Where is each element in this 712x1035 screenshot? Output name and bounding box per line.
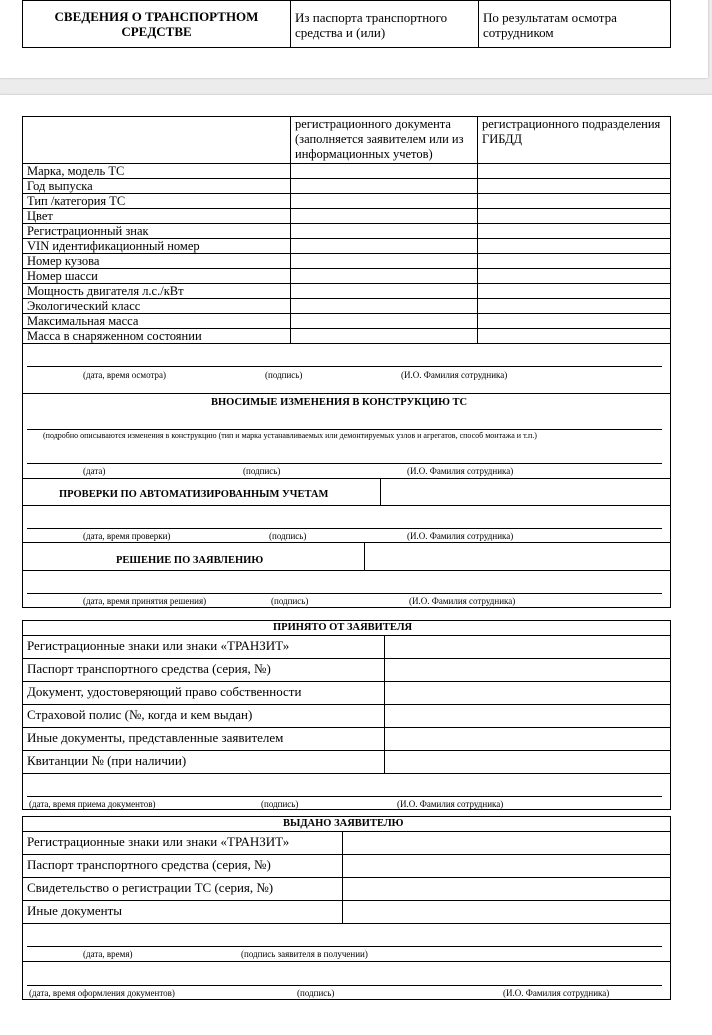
vehicle-row-value-cell[interactable] [291,314,478,329]
vehicle-row-label: Год выпуска [23,179,291,194]
received-row-value-cell[interactable] [385,682,671,705]
checks-section [23,479,671,543]
received-title-cell [23,621,671,636]
changes-section [23,394,671,479]
page-1-fragment [0,0,708,78]
issued-title: ВЫДАНО ЗАЯВИТЕЛЮ [283,818,404,829]
top-header-col2: Из паспорта транспортного средства и (или) [291,1,479,48]
decision-officer-caption: (И.О. Фамилия сотрудника) [409,596,516,606]
vehicle-row [23,299,671,314]
vehicle-row-label: Цвет [23,209,291,224]
changes-officer-caption: (И.О. Фамилия сотрудника) [407,466,514,476]
vehicle-row-value-cell[interactable] [291,194,478,209]
top-header-table [22,0,671,48]
received-signature [23,774,671,810]
received-row-label: Страховой полис (№, когда и кем выдан) [23,705,385,728]
vehicle-row [23,284,671,299]
changes-title: ВНОСИМЫЕ ИЗМЕНЕНИЯ В КОНСТРУКЦИЮ ТС [211,397,468,408]
inspection-date-caption: (дата, время осмотра) [83,370,167,380]
vehicle-row-value-cell[interactable] [291,164,478,179]
final-signature [23,962,671,1000]
issued-sign-caption: (подпись заявителя в получении) [241,949,368,959]
received-table [22,620,671,810]
vehicle-row-value-cell[interactable] [291,329,478,344]
decision-sign-caption: (подпись) [271,596,309,606]
vehicle-row [23,209,671,224]
vehicle-row-value-cell[interactable] [291,284,478,299]
received-row-label: Документ, удостоверяющий право собственности [23,682,385,705]
issued-row-value-cell[interactable] [343,878,671,901]
inspection-sign-caption: (подпись) [265,370,303,380]
received-row [23,636,671,659]
decision-title: РЕШЕНИЕ ПО ЗАЯВЛЕНИЮ [116,555,264,566]
vehicle-row-label: VIN идентификационный номер [23,239,291,254]
vehicle-row-value-cell[interactable] [291,299,478,314]
vehicle-row-label: Тип /категория ТС [23,194,291,209]
vehicle-row [23,239,671,254]
decision-section [23,543,671,608]
vehicle-row [23,224,671,239]
vehicle-row-label: Марка, модель ТС [23,164,291,179]
vehicle-row [23,269,671,284]
received-row-value-cell[interactable] [385,751,671,774]
issued-row-label: Свидетельство о регистрации ТС (серия, №) [23,878,343,901]
issued-row [23,832,671,855]
final-officer-caption: (И.О. Фамилия сотрудника) [503,988,610,998]
changes-sign-caption: (подпись) [243,466,281,476]
vehicle-row-label: Мощность двигателя л.с./кВт [23,284,291,299]
final-sign-caption: (подпись) [297,988,335,998]
vehicle-row [23,179,671,194]
checks-title: ПРОВЕРКИ ПО АВТОМАТИЗИРОВАННЫМ УЧЕТАМ [59,489,329,500]
received-sign-caption: (подпись) [261,799,299,809]
vehicle-row-value-cell[interactable] [478,284,671,299]
vehicle-row-value-cell[interactable] [291,269,478,284]
vehicle-row [23,194,671,209]
vehicle-head-col2: регистрационного документа (заполняется заявителем или из информационных учетов) [291,117,478,164]
vehicle-row-value-cell[interactable] [478,179,671,194]
vehicle-head-empty [23,117,291,164]
issued-row-value-cell[interactable] [343,832,671,855]
vehicle-row-value-cell[interactable] [291,179,478,194]
inspection-officer-caption: (И.О. Фамилия сотрудника) [401,370,508,380]
issued-row-label: Регистрационные знаки или знаки «ТРАНЗИТ» [23,832,343,855]
vehicle-row [23,329,671,344]
received-title: ПРИНЯТО ОТ ЗАЯВИТЕЛЯ [273,622,413,633]
issued-row [23,901,671,924]
vehicle-row-label: Масса в снаряженном состоянии [23,329,291,344]
received-row [23,682,671,705]
issued-row [23,855,671,878]
vehicle-row-label: Экологический класс [23,299,291,314]
vehicle-row-value-cell[interactable] [291,224,478,239]
issued-date-caption: (дата, время) [83,949,133,959]
received-row-label: Иные документы, представленные заявителем [23,728,385,751]
top-header-col1: СВЕДЕНИЯ О ТРАНСПОРТНОМ СРЕДСТВЕ [23,1,291,48]
issued-row-label: Иные документы [23,901,343,924]
issued-title-cell [23,817,671,832]
checks-sign-caption: (подпись) [269,531,307,541]
received-row-label: Регистрационные знаки или знаки «ТРАНЗИТ» [23,636,385,659]
vehicle-row-value-cell[interactable] [478,224,671,239]
decision-date-caption: (дата, время принятия решения) [83,596,207,606]
vehicle-row-label: Максимальная масса [23,314,291,329]
issued-row [23,878,671,901]
main-form-table [22,116,671,608]
received-row [23,728,671,751]
issued-row-value-cell[interactable] [343,901,671,924]
vehicle-row-label: Номер кузова [23,254,291,269]
vehicle-row-value-cell[interactable] [478,299,671,314]
vehicle-row-value-cell[interactable] [478,164,671,179]
received-row-label: Квитанции № (при наличии) [23,751,385,774]
changes-description-caption: (подробно описываются изменения в конструкцию (тип и марка устанавливаемых или демонтируемых узлов и агрегатов, способ монтажа и т.п.) [43,431,537,440]
vehicle-row-value-cell[interactable] [478,269,671,284]
vehicle-row [23,254,671,269]
vehicle-row-value-cell[interactable] [291,209,478,224]
vehicle-row [23,164,671,179]
issued-row-value-cell[interactable] [343,855,671,878]
vehicle-row-label: Регистрационный знак [23,224,291,239]
received-row [23,705,671,728]
received-row-value-cell[interactable] [385,705,671,728]
issued-row-label: Паспорт транспортного средства (серия, №) [23,855,343,878]
vehicle-row-value-cell[interactable] [291,254,478,269]
vehicle-head-col3: регистрационного подразделения ГИБДД [478,117,671,164]
vehicle-row-value-cell[interactable] [478,314,671,329]
received-row-value-cell[interactable] [385,636,671,659]
received-row-value-cell[interactable] [385,659,671,682]
final-date-caption: (дата, время оформления документов) [29,988,175,998]
vehicle-row-value-cell[interactable] [478,194,671,209]
checks-date-caption: (дата, время проверки) [83,531,171,541]
received-date-caption: (дата, время приема документов) [29,799,156,809]
top-header-col3: По результатам осмотра сотрудником [479,1,671,48]
received-row-value-cell[interactable] [385,728,671,751]
vehicle-row-value-cell[interactable] [478,254,671,269]
received-row [23,659,671,682]
inspection-signature [23,344,671,394]
received-officer-caption: (И.О. Фамилия сотрудника) [397,799,504,809]
page-2 [0,95,712,1035]
vehicle-row [23,314,671,329]
received-row [23,751,671,774]
vehicle-row-value-cell[interactable] [291,239,478,254]
received-row-label: Паспорт транспортного средства (серия, №) [23,659,385,682]
vehicle-row-value-cell[interactable] [478,239,671,254]
changes-date-caption: (дата) [83,466,106,476]
issued-table [22,816,671,1000]
checks-officer-caption: (И.О. Фамилия сотрудника) [407,531,514,541]
vehicle-row-value-cell[interactable] [478,329,671,344]
issued-signature [23,924,671,962]
vehicle-row-label: Номер шасси [23,269,291,284]
vehicle-row-value-cell[interactable] [478,209,671,224]
